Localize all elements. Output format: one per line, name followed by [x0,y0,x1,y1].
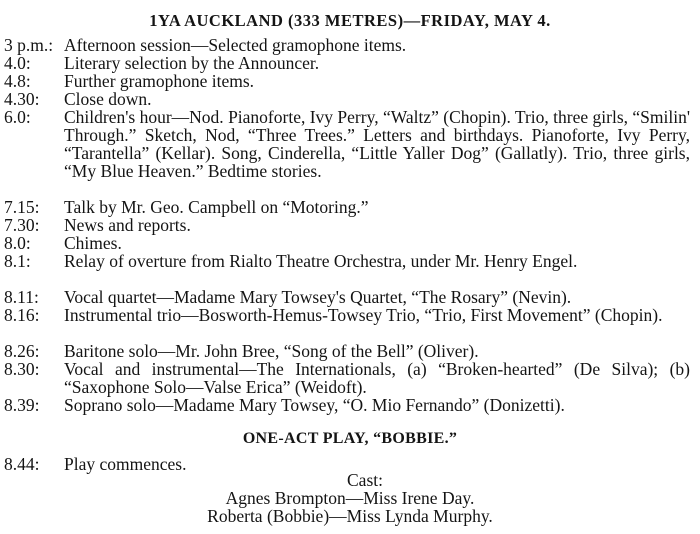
entry-time: 7.15: [4,197,40,217]
entry-text: Vocal quartet—Madame Mary Towsey's Quartet, “The Rosary” (Nevin). [64,287,572,307]
entry-time: 4.8: [4,71,31,91]
cast-label: Cast: [347,470,383,490]
entry-time: 8.11: [4,287,39,307]
entry-time: 8.44: [4,454,40,474]
entry-text: Play commences. [64,454,187,474]
cast-member: Agnes Brompton—Miss Irene Day. [225,488,475,508]
entry-time: 8.30: [4,359,40,379]
entry-time: 8.16: [4,305,40,325]
entry-text: Close down. [64,89,152,109]
entry-text: Soprano solo—Madame Mary Towsey, “O. Mio Fernando” (Donizetti). [64,395,565,415]
entry-text: Afternoon session—Selected gramophone items. [64,35,407,55]
entry-time: 4.0: [4,53,31,73]
entry-text: Relay of overture from Rialto Theatre Orchestra, under Mr. Henry Engel. [64,251,578,271]
entry-time: 8.26: [4,341,40,361]
entry-time: 8.39: [4,395,40,415]
entry-time: 7.30: [4,215,40,235]
entry-text: Chimes. [64,233,122,253]
cast-member: Roberta (Bobbie)—Miss Lynda Murphy. [207,506,493,526]
entry-text: Vocal and instrumental—The Internationals, (a) “Broken-hearted” (De Silva); (b) “Saxophone Solo—Valse Erica” (Weidoft). [64,359,690,397]
entry-time: 8.0: [4,233,31,253]
entry-time: 4.30: [4,89,40,109]
entry-text: Children's hour—Nod. Pianoforte, Ivy Perry, “Waltz” (Chopin). Trio, three girls, “Smilin' Through.” Sketch, Nod, “Three Trees.” Letters and birthdays. Pianoforte, Ivy Perry, “Tarantella” (Kellar). Song, Cinderella, “Little Yaller Dog” (Gallatly). Trio, three girls, “My Blue Heaven.” Bedtime stories. [64,107,690,181]
entry-text: Talk by Mr. Geo. Campbell on “Motoring.” [64,197,369,217]
entry-text: Further gramophone items. [64,71,255,91]
play-heading: ONE-ACT PLAY, “BOBBIE.” [242,430,458,447]
entry-time: 8.1: [4,251,31,271]
entry-text: News and reports. [64,215,191,235]
entry-text: Literary selection by the Announcer. [64,53,320,73]
entry-time: 3 p.m.: [4,35,54,55]
entry-text: Baritone solo—Mr. John Bree, “Song of the Bell” (Oliver). [64,341,479,361]
station-heading: 1YA AUCKLAND (333 METRES)—FRIDAY, MAY 4. [149,11,551,30]
entry-text: Instrumental trio—Bosworth-Hemus-Towsey Trio, “Trio, First Movement” (Chopin). [64,305,663,325]
entry-time: 6.0: [4,107,31,127]
